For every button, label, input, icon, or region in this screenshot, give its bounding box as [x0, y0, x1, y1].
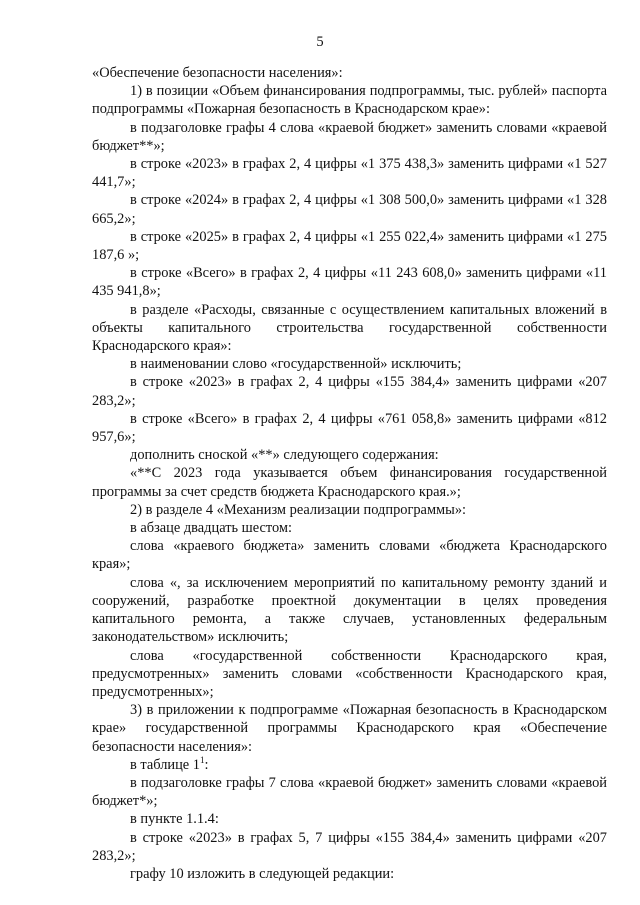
footnote-superscript: 1: [199, 754, 205, 765]
paragraph: в абзаце двадцать шестом:: [130, 520, 292, 537]
paragraph: слова «краевого бюджета» заменить словами «бюджета Краснодарского края»;: [92, 538, 607, 573]
paragraph: в строке «2023» в графах 2, 4 цифры «1 375 438,3» заменить цифрами «1 527 441,7»;: [92, 156, 607, 191]
paragraph: в строке «2023» в графах 2, 4 цифры «155 384,4» заменить цифрами «207 283,2»;: [92, 374, 607, 409]
paragraph: [92, 756, 607, 774]
paragraph: слова «государственной собственности Краснодарского края, предусмотренных» заменить словами «собственности Краснодарского края, предусмотренных»;: [92, 647, 607, 700]
paragraph-text: в таблице 1: [130, 756, 200, 773]
page-number: 5: [316, 34, 324, 50]
paragraph: в строке «Всего» в графах 2, 4 цифры «11 243 608,0» заменить цифрами «11 435 941,8»;: [92, 265, 607, 300]
paragraph: в строке «2023» в графах 5, 7 цифры «155 384,4» заменить цифрами «207 283,2»;: [92, 829, 607, 864]
document-body: [92, 64, 607, 883]
paragraph: «**С 2023 года указывается объем финансирования государственной программы за счет средств бюджета Краснодарского края.»;: [92, 465, 607, 500]
paragraph: в разделе «Расходы, связанные с осуществлением капитальных вложений в объекты капитального строительства государственной собственности Краснодарского края»:: [92, 301, 607, 355]
paragraph: в наименовании слово «государственной» исключить;: [130, 356, 462, 373]
paragraph: дополнить сноской «**» следующего содержания:: [130, 447, 439, 464]
paragraph: 1) в позиции «Объем финансирования подпрограммы, тыс. рублей» паспорта подпрограммы «Пожарная безопасность в Краснодарском крае»:: [92, 83, 607, 118]
paragraph: слова «, за исключением мероприятий по капитальному ремонту зданий и сооружений, разработке проектной документации в целях проведения капитального ремонта, а также случаев, установленных федеральным законодательством» исключить;: [92, 574, 607, 646]
paragraph: в подзаголовке графы 7 слова «краевой бюджет» заменить словами «краевой бюджет*»;: [92, 774, 607, 810]
paragraph-text-after: :: [204, 756, 209, 773]
paragraph: 3) в приложении к подпрограмме «Пожарная безопасность в Краснодарском крае» государственной программы Краснодарского края «Обеспечение безопасности населения»:: [92, 702, 607, 755]
paragraph: в строке «2025» в графах 2, 4 цифры «1 255 022,4» заменить цифрами «1 275 187,6 »;: [92, 228, 607, 264]
paragraph: в подзаголовке графы 4 слова «краевой бюджет» заменить словами «краевой бюджет**»;: [92, 119, 607, 154]
paragraph: в строке «2024» в графах 2, 4 цифры «1 308 500,0» заменить цифрами «1 328 665,2»;: [92, 192, 607, 227]
paragraph: в пункте 1.1.4:: [130, 811, 219, 828]
paragraph: 2) в разделе 4 «Механизм реализации подпрограммы»:: [130, 501, 467, 518]
paragraph: графу 10 изложить в следующей редакции:: [130, 865, 395, 882]
paragraph: в строке «Всего» в графах 2, 4 цифры «761 058,8» заменить цифрами «812 957,6»;: [92, 410, 607, 446]
paragraph: «Обеспечение безопасности населения»:: [92, 65, 343, 81]
